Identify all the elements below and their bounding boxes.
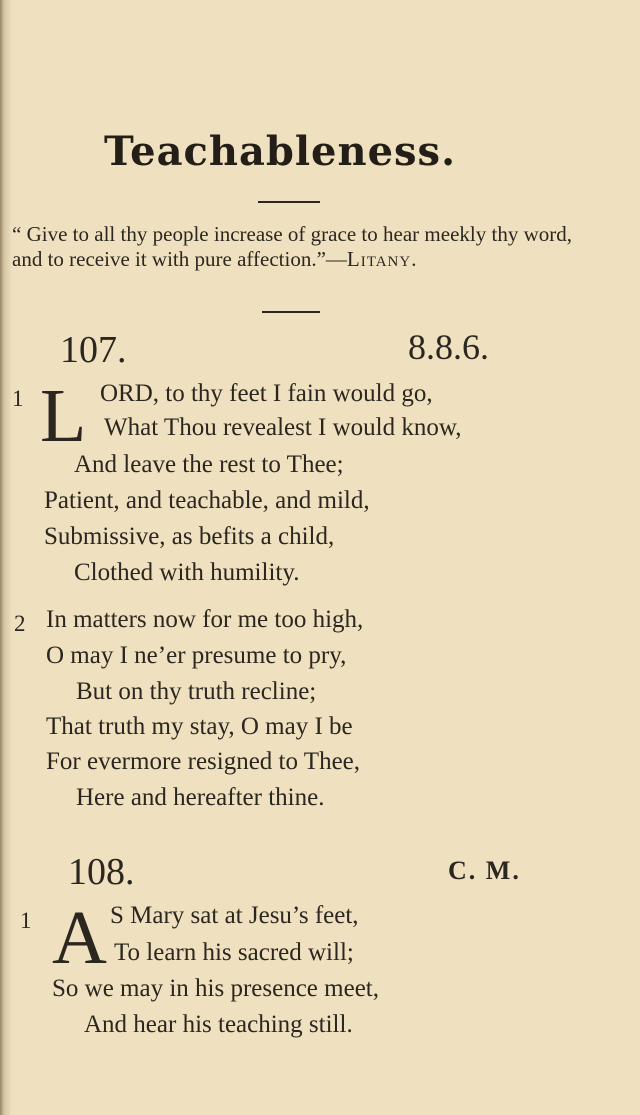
verse-line: Clothed with humility.	[74, 559, 300, 586]
verse-line: For evermore resigned to Thee,	[46, 748, 361, 775]
verse-line: But on thy truth recline;	[76, 678, 317, 705]
verse-line: That truth my stay, O may I be	[46, 713, 353, 740]
verse-line: To learn his sacred will;	[114, 939, 354, 966]
verse-line: And hear his teaching still.	[84, 1011, 353, 1038]
hymn-meter: 8.8.6.	[408, 327, 489, 367]
verse-line: O may I ne’er presume to pry,	[46, 642, 347, 669]
epigraph	[12, 222, 572, 272]
stanza-number: 1	[20, 908, 32, 933]
verse-line: S Mary sat at Jesu’s feet,	[110, 902, 359, 929]
hymn-meter: C. M.	[448, 856, 521, 885]
stanza-number: 2	[14, 611, 26, 636]
stanza-number: 1	[12, 386, 24, 411]
verse-line: ORD, to thy feet I fain would go,	[100, 380, 433, 407]
drop-cap: L	[40, 374, 87, 458]
hymn-number: 108.	[68, 851, 135, 893]
verse-line: Here and hereafter thine.	[76, 784, 325, 811]
verse-line: Submissive, as befits a child,	[44, 523, 335, 550]
hymn-number: 107.	[60, 329, 127, 371]
epigraph-divider	[262, 311, 320, 313]
verse-line: In matters now for me too high,	[46, 606, 364, 633]
page-title: Teachableness.	[103, 128, 456, 175]
epigraph-quote: “ Give to all thy people increase of grace to hear meekly thy word, and to receive it with pure affection.”—	[12, 222, 572, 271]
verse-line: And leave the rest to Thee;	[74, 451, 344, 478]
verse-line: Patient, and teachable, and mild,	[44, 487, 370, 514]
epigraph-source: Litany.	[346, 247, 418, 271]
drop-cap: A	[52, 896, 107, 980]
verse-line: So we may in his presence meet,	[52, 975, 379, 1002]
title-divider	[258, 201, 320, 203]
verse-line: What Thou revealest I would know,	[104, 414, 462, 441]
